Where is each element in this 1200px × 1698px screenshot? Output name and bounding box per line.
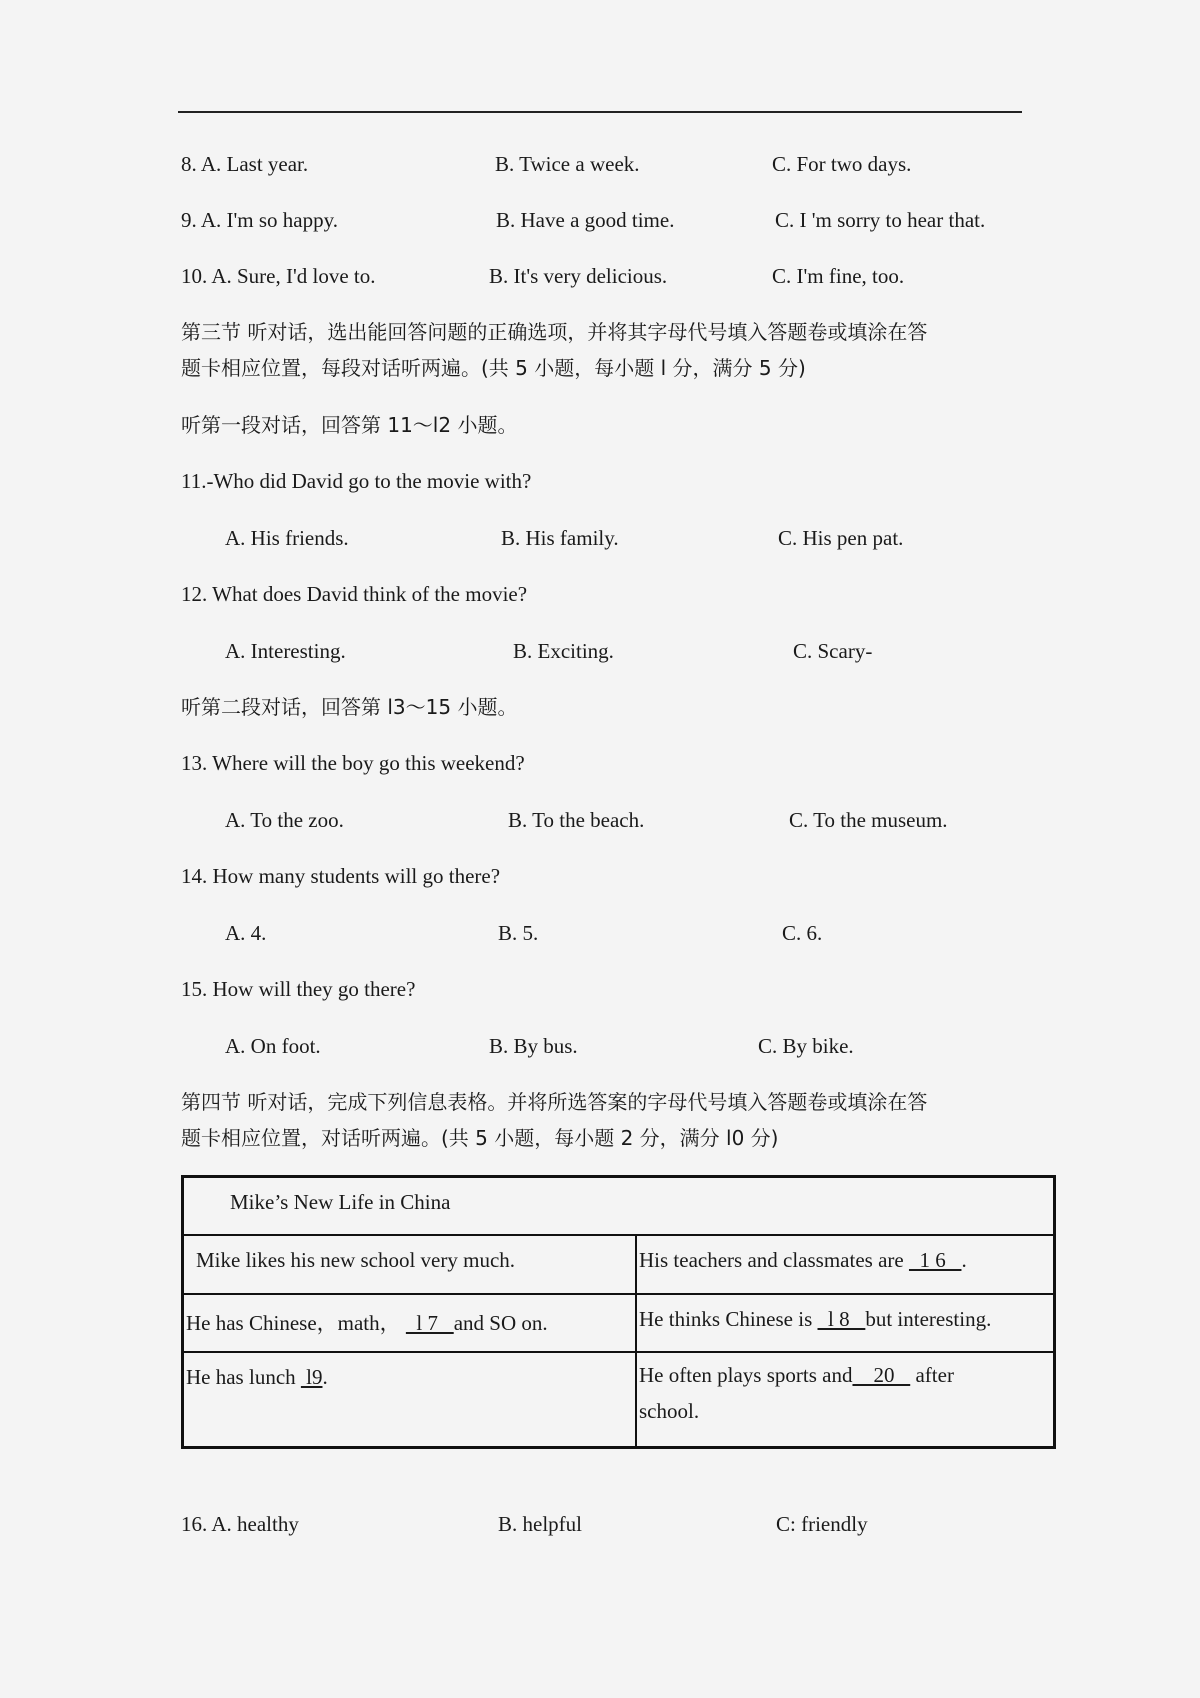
q9-option-c: C. I 'm sorry to hear that. [775, 208, 986, 232]
info-table [181, 1175, 1056, 1449]
q14-option-c: C. 6. [782, 921, 823, 945]
blank-16[interactable]: 1 6 [908, 1248, 962, 1273]
q11-option-a: A. His friends. [225, 526, 349, 550]
q14-option-a: A. 4. [225, 921, 267, 945]
section3-instruction-line2: 题卡相应位置，每段对话听两遍。(共 5 小题，每小题 l 分，满分 5 分) [181, 356, 806, 380]
q10-option-a: 10. A. Sure, I'd love to. [181, 264, 376, 288]
table-cell-r3c1: He has lunch l9. [183, 1352, 637, 1447]
blank-20[interactable]: 20 [852, 1363, 911, 1388]
q13-option-a: A. To the zoo. [225, 808, 344, 832]
q11-question: 11.-Who did David go to the movie with? [181, 469, 532, 493]
q10-option-b: B. It's very delicious. [489, 264, 668, 288]
section4-instruction-line1: 第四节 听对话，完成下列信息表格。并将所选答案的字母代号填入答题卷或填涂在答 [181, 1090, 928, 1114]
q12-question: 12. What does David think of the movie? [181, 582, 528, 606]
q14-question: 14. How many students will go there? [181, 864, 501, 888]
q12-option-b: B. Exciting. [513, 639, 614, 663]
section4-instruction-line2: 题卡相应位置，对话听两遍。(共 5 小题，每小题 2 分，满分 l0 分) [181, 1126, 779, 1150]
header-rule [178, 111, 1022, 113]
q9-option-b: B. Have a good time. [496, 208, 675, 232]
table-cell-r3c2: He often plays sports and 20 after school. [636, 1352, 1055, 1447]
dialog1-heading: 听第一段对话，回答第 11～l2 小题。 [181, 413, 518, 437]
dialog2-heading: 听第二段对话，回答第 l3～15 小题。 [181, 695, 518, 719]
q13-question: 13. Where will the boy go this weekend? [181, 751, 525, 775]
q16-option-b: B. helpful [498, 1512, 582, 1536]
section3-instruction-line1: 第三节 听对话，选出能回答问题的正确选项，并将其字母代号填入答题卷或填涂在答 [181, 320, 928, 344]
table-cell-r1c1: Mike likes his new school very much. [183, 1235, 637, 1294]
q15-question: 15. How will they go there? [181, 977, 416, 1001]
blank-19[interactable]: l9 [300, 1365, 323, 1390]
q12-option-c: C. Scary- [793, 639, 873, 663]
q11-option-c: C. His pen pat. [778, 526, 904, 550]
q13-option-b: B. To the beach. [508, 808, 645, 832]
table-cell-r1c2: His teachers and classmates are 1 6 . [636, 1235, 1055, 1294]
q13-option-c: C. To the museum. [789, 808, 948, 832]
q8-option-b: B. Twice a week. [495, 152, 640, 176]
q12-option-a: A. Interesting. [225, 639, 346, 663]
q8-option-c: C. For two days. [772, 152, 912, 176]
blank-18[interactable]: l 8 [817, 1306, 866, 1331]
table-cell-r2c1: He has Chinese，math， l 7 and SO on. [183, 1294, 637, 1353]
q15-option-a: A. On foot. [225, 1034, 321, 1058]
blank-17[interactable]: l 7 [405, 1310, 454, 1335]
q15-option-b: B. By bus. [489, 1034, 578, 1058]
q8-option-a: 8. A. Last year. [181, 152, 309, 176]
q15-option-c: C. By bike. [758, 1034, 854, 1058]
q16-option-c: C: friendly [776, 1512, 868, 1536]
q14-option-b: B. 5. [498, 921, 539, 945]
q11-option-b: B. His family. [501, 526, 619, 550]
q9-option-a: 9. A. I'm so happy. [181, 208, 338, 232]
q10-option-c: C. I'm fine, too. [772, 264, 905, 288]
table-cell-r2c2: He thinks Chinese is l 8 but interesting. [636, 1294, 1055, 1353]
q16-option-a: 16. A. healthy [181, 1512, 299, 1536]
table-title: Mike’s New Life in China [183, 1177, 1055, 1236]
